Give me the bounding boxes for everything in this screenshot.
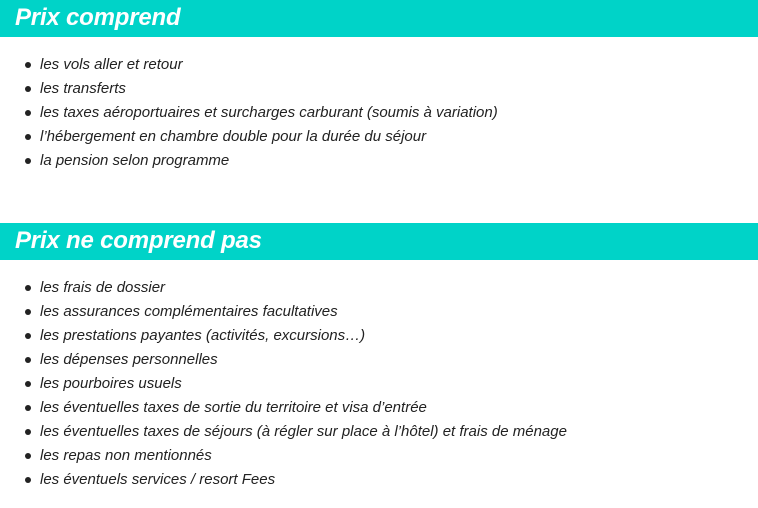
list-item-text: les assurances complémentaires facultatives [40,303,338,320]
list-item-text: les éventuels services / resort Fees [40,471,276,488]
list-item-text: les taxes aéroportuaires et surcharges carburant (soumis à variation) [40,104,498,121]
list-item [0,149,498,173]
list-item-text: l’hébergement en chambre double pour la durée du séjour [40,128,427,145]
list-item-text: les éventuelles taxes de sortie du territoire et visa d’entrée [40,399,427,416]
list-item-text: les prestations payantes (activités, excursions…) [40,327,366,344]
bullet-icon [25,357,31,363]
bullet-icon [25,62,31,68]
list-item [0,444,567,468]
list-item [0,468,567,492]
list-item [0,324,567,348]
list-item-text: les vols aller et retour [40,56,183,73]
bullet-icon [25,453,31,459]
list-item [0,300,567,324]
list-item [0,420,567,444]
list-item [0,396,567,420]
price-excludes-list [0,276,567,492]
list-item-text: les transferts [40,80,126,97]
list-item-text: les dépenses personnelles [40,351,218,368]
list-item [0,276,567,300]
list-item [0,53,498,77]
price-includes-list [0,53,498,173]
bullet-icon [25,134,31,140]
list-item-text: les frais de dossier [40,279,166,296]
list-item [0,372,567,396]
list-item [0,125,498,149]
bullet-icon [25,309,31,315]
bullet-icon [25,285,31,291]
list-item-text: les éventuelles taxes de séjours (à régler sur place à l’hôtel) et frais de ménage [40,423,567,440]
bullet-icon [25,158,31,164]
bullet-icon [25,381,31,387]
bullet-icon [25,477,31,483]
price-excludes-title: Prix ne comprend pas [15,227,262,254]
bullet-icon [25,333,31,339]
bullet-icon [25,110,31,116]
list-item [0,348,567,372]
list-item-text: les pourboires usuels [40,375,182,392]
list-item [0,101,498,125]
bullet-icon [25,429,31,435]
price-includes-title: Prix comprend [15,4,181,31]
list-item-text: la pension selon programme [40,152,230,169]
price-includes-header [0,0,758,37]
bullet-icon [25,405,31,411]
list-item [0,77,498,101]
price-excludes-header [0,223,758,260]
bullet-icon [25,86,31,92]
list-item-text: les repas non mentionnés [40,447,212,464]
